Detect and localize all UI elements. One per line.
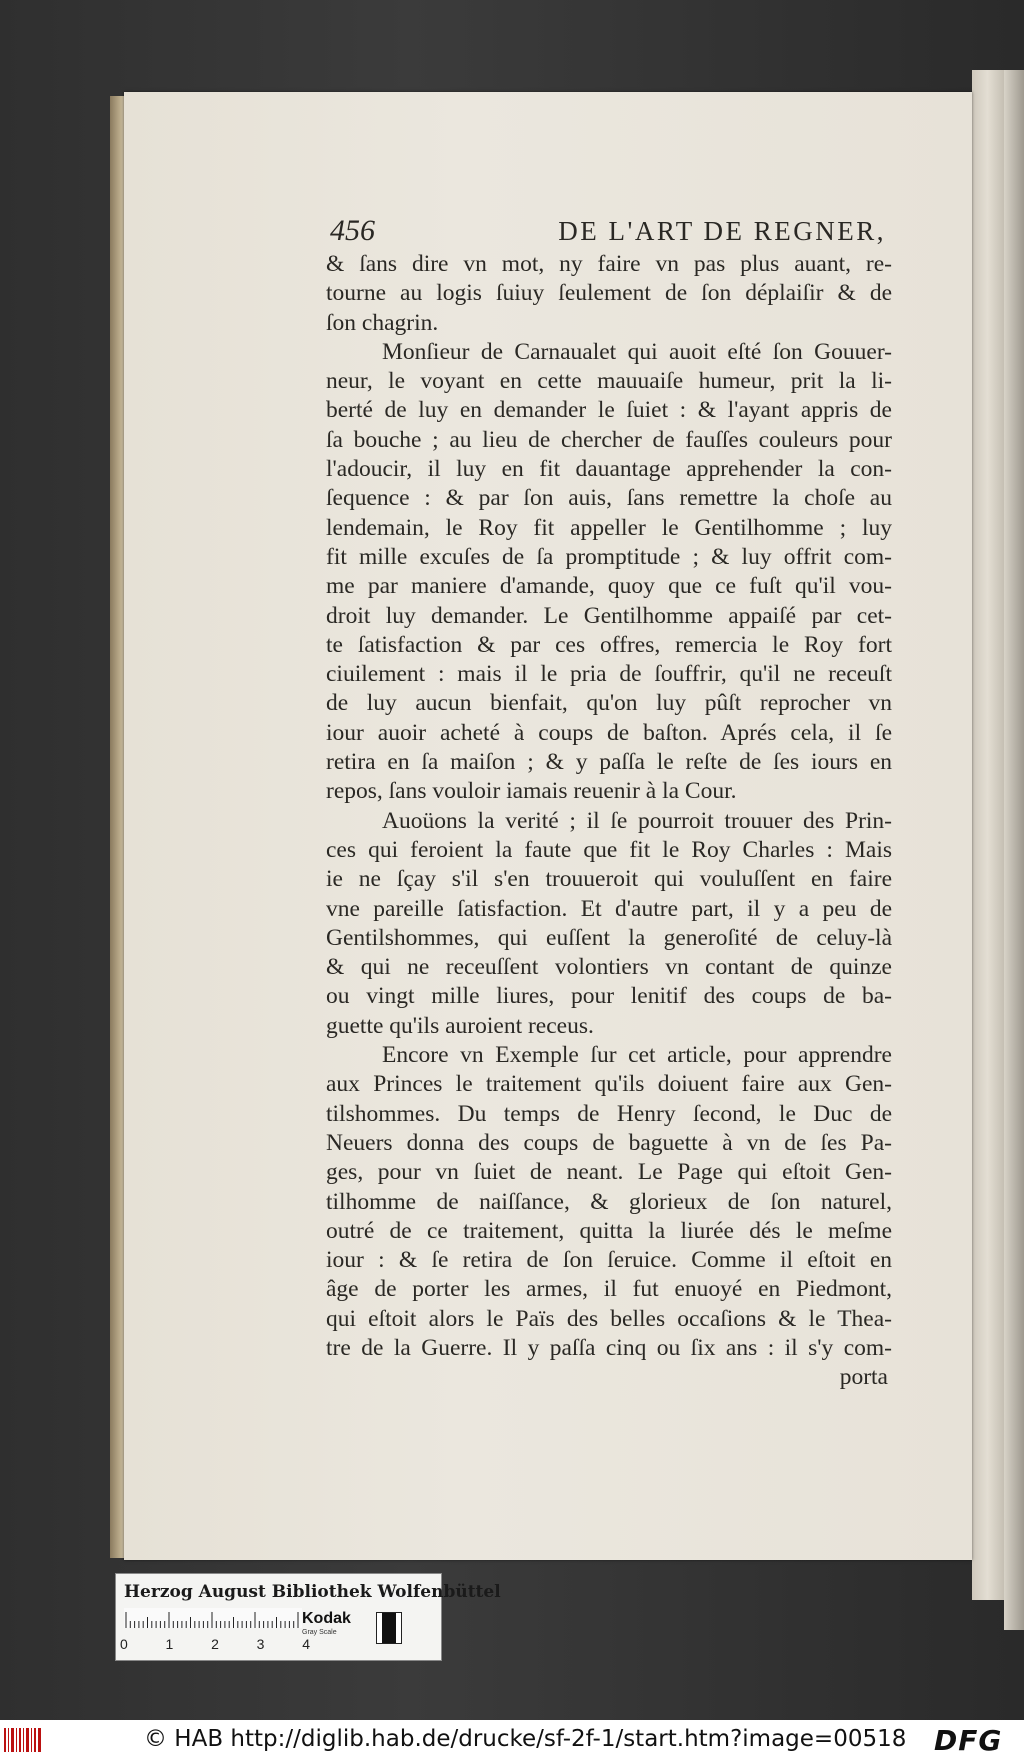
text-line: tilhomme de naiſſance, & glorieux de ſon naturel, [326,1188,892,1215]
text-line: repos, ſans vouloir iamais reuenir à la Cour. [326,778,737,805]
text-line: âge de porter les armes, il fut enuoyé en Piedmont, [326,1276,892,1303]
text-line: neur, le voyant en cette mauuaiſe humeur, prit la li- [326,368,892,395]
text-line: guette qu'ils auroient receus. [326,1012,594,1039]
library-name: Herzog August Bibliothek Wolfenbüttel [124,1582,501,1602]
body-paragraphs [326,250,892,1363]
text-line: ciuilement : mais il le pria de ſouffrir, qu'il ne receuſt [326,661,892,688]
text-line: vne pareille ſatisfaction. Et d'autre part, il y a peu de [326,895,892,922]
text-line: droit luy demander. Le Gentilhomme appaiſé par cet- [326,602,892,629]
catchword: porta [839,1364,888,1391]
paragraph [326,250,892,338]
text-line: outré de ce traitement, quitta la liurée dés le meſme [326,1217,892,1244]
text-line: me par maniere d'amande, quoy que ce fuſt qu'il vou- [326,573,892,600]
page-number: 456 [330,214,375,247]
running-head [326,216,892,250]
page-text-block [326,216,892,1393]
text-line: Monſieur de Carnaualet qui auoit eſté ſon Gouuer- [382,338,892,365]
scale-ruler-numbers [120,1636,310,1652]
text-line: qui eſtoit alors le Païs des belles occaſions & le Thea- [326,1305,892,1332]
text-line: tilshommes. Du temps de Henry ſecond, le Duc de [326,1100,892,1127]
paragraph [326,1041,892,1363]
gray-scale-swatch [376,1612,402,1644]
book-page-stack-edge [1004,70,1024,1630]
text-line: tre de la Guerre. Il y paſſa cinq ou ſix ans : il s'y com- [326,1334,892,1361]
scale-ruler-icon [124,1608,302,1628]
library-color-card [115,1573,501,1661]
text-line: ſequence : & par ſon auis, ſans remettre la choſe au [326,485,892,512]
text-line: iour auoir acheté à coups de baſton. Aprés cela, il ſe [326,719,892,746]
text-line: iour : & ſe retira de ſon ſeruice. Comme il eſtoit en [326,1247,892,1274]
paragraph [326,807,892,1041]
text-line: aux Princes le traitement qu'ils doiuent faire aux Gen- [326,1071,892,1098]
scale-number: 4 [302,1636,310,1652]
text-line: ces qui feroient la faute que fit le Roy Charles : Mais [326,836,892,863]
text-line: Auoüons la verité ; il ſe pourroit trouuer des Prin- [382,807,892,834]
text-line: de luy aucun bienfait, qu'on luy pûſt reprocher vn [326,690,892,717]
text-line: berté de luy en demander le ſuiet : & l'ayant appris de [326,397,892,424]
barcode-icon [4,1726,42,1754]
text-line: fit mille excuſes de ſa promptitude ; & luy offrit com- [326,543,892,570]
scale-number: 2 [211,1636,219,1652]
text-line: tourne au logis ſuiuy ſeulement de ſon déplaiſir & de [326,280,892,307]
text-line: ſon chagrin. [326,309,439,336]
text-line: ou vingt mille liures, pour lenitif des coups de ba- [326,983,892,1010]
paragraph [326,338,892,807]
text-line: Encore vn Exemple ſur cet article, pour apprendre [382,1042,892,1069]
text-line: ie ne ſçay s'il s'en trouueroit qui vouluſſent en faire [326,866,892,893]
text-line: lendemain, le Roy fit appeller le Gentilhomme ; luy [326,514,892,541]
text-line: l'adoucir, il luy en fit dauantage apprehender la con- [326,456,892,483]
scale-number: 1 [165,1636,174,1652]
scale-number: 0 [120,1636,128,1652]
dfg-logo: DFG [934,1724,1003,1757]
text-line: & ſans dire vn mot, ny faire vn pas plus auant, re- [326,251,892,277]
viewer-footer [0,1720,1024,1759]
text-line: retira en ſa maiſon ; & y paſſa le reſte de ſes iours en [326,749,892,776]
text-line: Neuers donna des coups de baguette à vn de ſes Pa- [326,1129,892,1156]
text-line: & qui ne receuſſent volontiers vn contant de quinze [326,954,892,981]
text-line: te ſatisfaction & par ces offres, remercia le Roy fort [326,631,892,658]
running-head-title: DE L'ART DE REGNER, [558,216,886,246]
text-line: Gentilshommes, qui euſſent la generoſité de celuy-là [326,924,892,951]
text-line: ſa bouche ; au lieu de chercher de fauſſes couleurs pour [326,426,892,453]
scale-number: 3 [256,1636,265,1652]
text-line: ges, pour vn ſuiet de neant. Le Page qui eſtoit Gen- [326,1159,892,1186]
kodak-gray-scale-label: Gray Scale [302,1629,337,1636]
copyright-url: © HAB http://diglib.hab.de/drucke/sf-2f-1/start.htm?image=00518 [144,1726,907,1752]
kodak-brand: Kodak [302,1610,351,1627]
